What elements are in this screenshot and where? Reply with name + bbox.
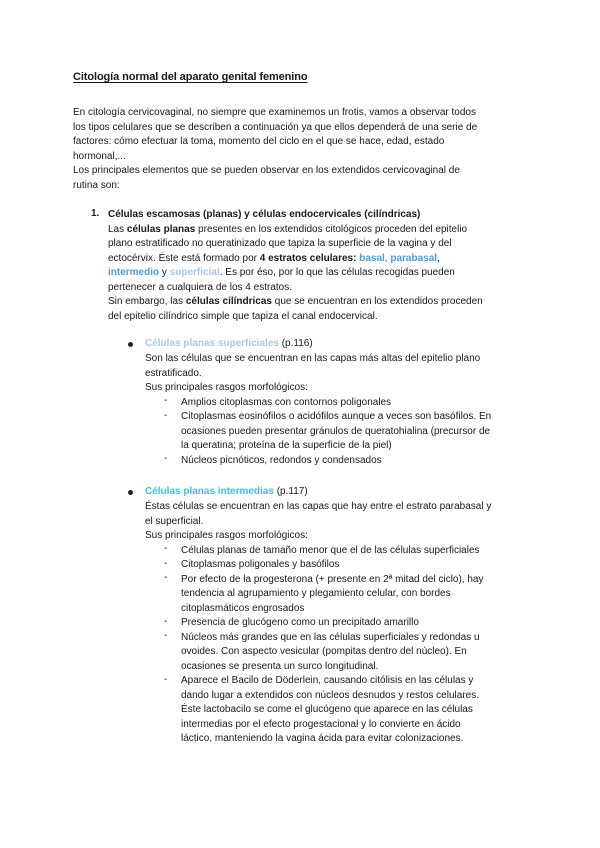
dash-marker: -: [164, 558, 168, 569]
bullet-icon: [128, 342, 133, 347]
feature-item: Aparece el Bacilo de Döderlein, causando citólisis en las células y: [181, 675, 474, 686]
subsection-heading: Células planas superficiales (p.116): [145, 338, 313, 349]
feature-item: Éste lactobacilo se come el glucógeno que aparece en las células: [181, 704, 473, 715]
page-title: Citología normal del aparato genital femenino: [73, 71, 308, 83]
section-text-line: ectocérvix. Éste está formado por 4 estratos celulares: basal, parabasal,: [108, 252, 440, 264]
section-heading: Células escamosas (planas) y células endocervicales (cilíndricas): [108, 209, 421, 220]
dash-marker: -: [164, 674, 168, 685]
feature-item: tendencia al agrupamiento y plegamiento celular, con bordes: [181, 588, 451, 599]
term-celulas-cilindricas: células cilíndricas: [185, 296, 272, 307]
section-text-line: Las células planas presentes en los extendidos citológicos proceden del epitelio: [108, 223, 468, 235]
dash-marker: -: [164, 543, 168, 554]
intro-line: factores: cómo efectuar la toma, momento del ciclo en el que se hace, edad, estado: [73, 136, 445, 147]
dash-marker: -: [164, 410, 168, 421]
dash-marker: -: [164, 453, 168, 464]
strata-basal-parabasal: basal, parabasal: [359, 252, 438, 264]
subsection-heading: Células planas intermedias (p.117): [145, 486, 308, 497]
list-number: 1.: [91, 208, 100, 219]
subsection-text: Son las células que se encuentran en las capas más altas del epitelio plano: [145, 353, 481, 364]
section-text-line: intermedio y superficial. Es por éso, por lo que las células recogidas pueden: [108, 267, 455, 278]
section-text-line: plano estratificado no queratinizado que tapiza la superficie de la vagina y del: [108, 238, 452, 249]
feature-item: Citoplasmas poligonales y basófilos: [181, 559, 340, 570]
feature-item: Núcleos picnóticos, redondos y condensados: [181, 454, 382, 466]
feature-item: Núcleos más grandes que en las células superficiales y redondas u: [181, 631, 480, 643]
strata-superficial: superficial: [169, 267, 220, 278]
term-celulas-planas: células planas: [126, 223, 196, 235]
features-label: Sus principales rasgos morfológicos:: [145, 382, 308, 393]
feature-item: ocasiones pueden presentar gránulos de queratohialina (precursor de: [181, 425, 491, 437]
strata-intermedio: intermedio: [108, 267, 160, 278]
feature-item: ovoides. Con aspecto vesicular (pompitas dentro del núcleo). En: [181, 646, 467, 657]
dash-marker: -: [164, 630, 168, 641]
dash-marker: -: [164, 395, 168, 406]
feature-item: la queratina; proteína de la superficie de la piel): [181, 440, 392, 451]
section-text-line: del epitelio cilíndrico simple que tapiza el canal endocervical.: [108, 310, 378, 322]
feature-item: Por efecto de la progesterona (+ presente en 2ª mitad del ciclo), hay: [181, 573, 484, 585]
feature-item: dando lugar a extendidos con núcleos desnudos y restos celulares.: [181, 689, 479, 701]
intro-line: hormonal,...: [73, 150, 126, 162]
section-text-line: Sin embargo, las células cilíndricas que se encuentran en los extendidos proceden: [108, 296, 483, 307]
feature-item: intermedias por el efecto progestacional y lo convierte en ácido: [181, 718, 461, 730]
feature-item: láctico, manteniendo la vagina ácida para evitar colonizaciones.: [181, 733, 464, 744]
subsection-text: Éstas células se encuentran en las capas que hay entre el estrato parabasal y: [145, 501, 492, 512]
intro-line: Los principales elementos que se pueden observar en los extendidos cervicovaginal de: [73, 165, 460, 176]
feature-item: citoplasmáticos engrosados: [181, 602, 305, 614]
intro-line: En citología cervicovaginal, no siempre que examinemos un frotis, vamos a observar todos: [73, 107, 476, 118]
dash-marker: -: [164, 616, 168, 627]
subsection-text: estratificado.: [145, 367, 202, 379]
feature-item: Presencia de glucógeno como un precipitado amarillo: [181, 617, 419, 628]
intro-line: rutina son:: [73, 179, 120, 191]
bullet-icon: [128, 490, 133, 495]
feature-item: ocasiones se presenta un surco longitudinal.: [181, 660, 379, 672]
features-label: Sus principales rasgos morfológicos:: [145, 530, 308, 541]
feature-item: Células planas de tamaño menor que el de las células superficiales: [181, 544, 480, 556]
feature-item: Citoplasmas eosinófilos o acidófilos aunque a veces son basófilos. En: [181, 411, 492, 422]
section-text-line: pertenecer a cualquiera de los 4 estratos.: [108, 281, 292, 293]
feature-item: Amplios citoplasmas con contornos poligonales: [181, 396, 392, 408]
dash-marker: -: [164, 572, 168, 583]
intro-line: los tipos celulares que se describen a continuación ya que ellos dependerá de una serie de: [73, 121, 478, 133]
subsection-text: el superficial.: [145, 515, 204, 527]
